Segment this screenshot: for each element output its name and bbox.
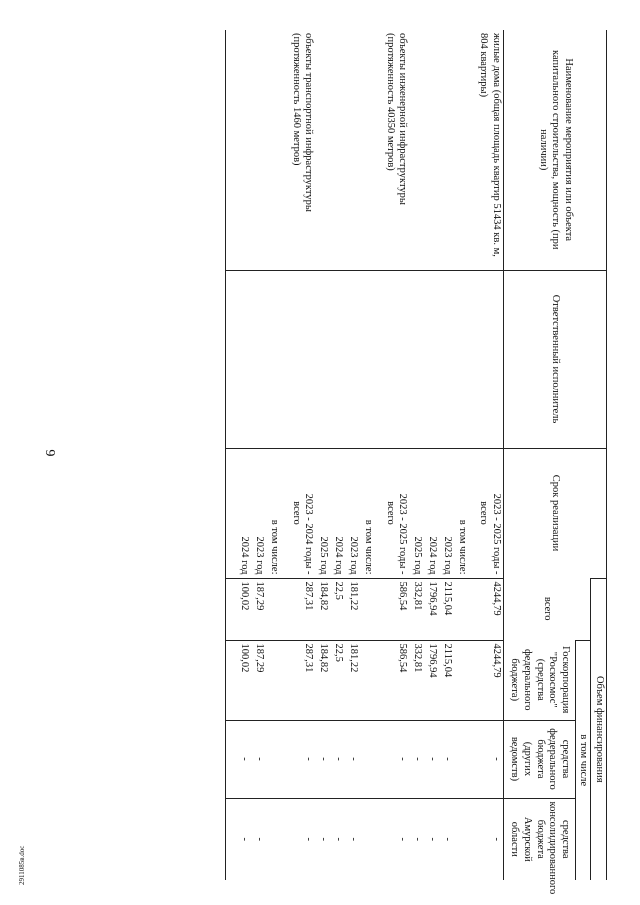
- row-regional: [454, 798, 469, 880]
- row-roscosmos: 184,82: [315, 640, 330, 720]
- table-row: [251, 30, 266, 880]
- table-row: [345, 30, 360, 880]
- table-row: [409, 30, 424, 880]
- empty-cell: [226, 720, 237, 798]
- empty-cell: [226, 578, 237, 640]
- header-roscosmos: Госкорпорация "Роскосмос" (средства федерального бюджета): [503, 640, 575, 720]
- row-federal: [454, 720, 469, 798]
- row-period: [330, 448, 345, 578]
- row-period-text: 2023 - 2024 годы -: [303, 493, 315, 575]
- row-period: [315, 448, 330, 578]
- row-period: [281, 448, 315, 578]
- table-body: [226, 30, 504, 880]
- rotated-table-container: [187, 30, 607, 895]
- page-number: 6: [44, 449, 59, 457]
- row-roscosmos: [266, 640, 281, 720]
- row-period-text: 2024 год: [239, 536, 251, 575]
- row-executor: [424, 270, 439, 448]
- table-row: [424, 30, 439, 880]
- row-roscosmos: 22,5: [330, 640, 345, 720]
- table-row: [315, 30, 330, 880]
- row-roscosmos: [454, 640, 469, 720]
- row-roscosmos: [360, 640, 375, 720]
- row-name: [424, 30, 439, 270]
- row-period-text: 2023 год: [254, 536, 266, 575]
- row-executor: [236, 270, 251, 448]
- row-total: 332,81: [409, 578, 424, 640]
- row-name: [454, 30, 469, 270]
- row-total: [266, 578, 281, 640]
- row-federal: -: [251, 720, 266, 798]
- row-regional: -: [439, 798, 454, 880]
- row-federal: [360, 720, 375, 798]
- row-total: 2115,04: [439, 578, 454, 640]
- row-regional: -: [424, 798, 439, 880]
- row-period-text: 2023 - 2025 годы -: [397, 493, 409, 575]
- row-executor: [281, 270, 315, 448]
- row-executor: [345, 270, 360, 448]
- empty-cell: [226, 270, 237, 448]
- row-executor: [360, 270, 375, 448]
- row-roscosmos: 586,54: [375, 640, 409, 720]
- table-bottom-row: [226, 30, 237, 880]
- row-roscosmos: 2115,04: [439, 640, 454, 720]
- row-period: [360, 448, 375, 578]
- row-roscosmos: 187,29: [251, 640, 266, 720]
- row-name: объекты инженерной инфраструктуры (протяженность 40350 метров): [384, 33, 409, 205]
- row-federal: -: [409, 720, 424, 798]
- row-executor: [251, 270, 266, 448]
- row-roscosmos: 332,81: [409, 640, 424, 720]
- row-regional: -: [375, 798, 409, 880]
- header-regional: средства консолидированного бюджета Амурской области: [503, 798, 575, 880]
- row-total: 4244,79: [469, 578, 503, 640]
- row-total: 184,82: [315, 578, 330, 640]
- table-row: [375, 30, 409, 880]
- row-regional: -: [315, 798, 330, 880]
- row-federal: -: [330, 720, 345, 798]
- row-period: [469, 448, 503, 578]
- row-regional: -: [469, 798, 503, 880]
- row-regional: [266, 798, 281, 880]
- row-total: 586,54: [375, 578, 409, 640]
- header-name: Наименование мероприятия или объекта капитального строительства, мощность (при наличии): [503, 30, 606, 270]
- footer-filename: 2911085в.doc: [18, 845, 26, 885]
- row-period-text: 2023 год: [442, 536, 454, 575]
- row-regional: -: [330, 798, 345, 880]
- row-total: 181,22: [345, 578, 360, 640]
- table-row: [454, 30, 469, 880]
- row-period-text: 2024 год: [333, 536, 345, 575]
- row-federal: -: [345, 720, 360, 798]
- row-name: [345, 30, 360, 270]
- header-federal: средства федерального бюджета (других ведомств): [503, 720, 575, 798]
- row-regional: -: [345, 798, 360, 880]
- header-funding: Объем финансирования: [591, 578, 607, 880]
- row-executor: [409, 270, 424, 448]
- row-period: [439, 448, 454, 578]
- row-period: [236, 448, 251, 578]
- row-name: [330, 30, 345, 270]
- row-total: 1796,94: [424, 578, 439, 640]
- row-name: [266, 30, 281, 270]
- row-period-note: всего: [384, 501, 396, 525]
- row-period: [266, 448, 281, 578]
- row-period-text: 2023 - 2025 годы -: [490, 493, 502, 575]
- row-roscosmos: 100,02: [236, 640, 251, 720]
- header-executor: Ответственный исполнитель: [503, 270, 606, 448]
- row-executor: [315, 270, 330, 448]
- row-roscosmos: 287,31: [281, 640, 315, 720]
- table-row: [330, 30, 345, 880]
- row-period: [375, 448, 409, 578]
- row-period-text: в том числе:: [457, 519, 469, 575]
- table-row: [439, 30, 454, 880]
- row-total: [454, 578, 469, 640]
- row-roscosmos: 181,22: [345, 640, 360, 720]
- row-total: 100,02: [236, 578, 251, 640]
- header-incl: в том числе: [575, 640, 591, 880]
- table-row: [281, 30, 315, 880]
- table-row: [266, 30, 281, 880]
- row-regional: -: [409, 798, 424, 880]
- table-row: [360, 30, 375, 880]
- row-name: [439, 30, 454, 270]
- row-period: [454, 448, 469, 578]
- row-period-text: 2023 год: [348, 536, 360, 575]
- row-regional: [360, 798, 375, 880]
- row-federal: -: [469, 720, 503, 798]
- row-executor: [375, 270, 409, 448]
- financing-table: [225, 30, 607, 895]
- row-regional: -: [251, 798, 266, 880]
- row-federal: [266, 720, 281, 798]
- row-name: жилые дома (общая площадь квартир 51434 кв. м, 804 квартиры): [478, 33, 502, 257]
- row-executor: [454, 270, 469, 448]
- row-roscosmos: 1796,94: [424, 640, 439, 720]
- row-federal: -: [439, 720, 454, 798]
- row-executor: [469, 270, 503, 448]
- header-total: всего: [503, 578, 591, 640]
- empty-cell: [226, 30, 237, 270]
- row-period: [424, 448, 439, 578]
- row-name: [409, 30, 424, 270]
- row-total: [360, 578, 375, 640]
- empty-cell: [226, 798, 237, 880]
- row-period: [409, 448, 424, 578]
- row-period-text: 2025 год: [412, 536, 424, 575]
- row-federal: -: [315, 720, 330, 798]
- row-name: объекты транспортной инфраструктуры (протяженность 1460 метров): [290, 33, 315, 212]
- empty-cell: [226, 448, 237, 578]
- row-regional: -: [281, 798, 315, 880]
- row-executor: [439, 270, 454, 448]
- row-executor: [266, 270, 281, 448]
- row-federal: -: [236, 720, 251, 798]
- header-period: Срок реализации: [503, 448, 606, 578]
- row-federal: -: [375, 720, 409, 798]
- row-period-text: в том числе:: [363, 519, 375, 575]
- table-row: [469, 30, 503, 880]
- row-roscosmos: 4244,79: [469, 640, 503, 720]
- row-period-note: всего: [478, 501, 490, 525]
- row-period-text: 2024 год: [427, 536, 439, 575]
- row-name: [251, 30, 266, 270]
- row-regional: -: [236, 798, 251, 880]
- empty-cell: [226, 640, 237, 720]
- row-federal: -: [281, 720, 315, 798]
- row-name: [360, 30, 375, 270]
- row-total: 287,31: [281, 578, 315, 640]
- table-row: [236, 30, 251, 880]
- row-total: 187,29: [251, 578, 266, 640]
- row-total: 22,5: [330, 578, 345, 640]
- row-period: [251, 448, 266, 578]
- row-name: [315, 30, 330, 270]
- row-period: [345, 448, 360, 578]
- row-federal: -: [424, 720, 439, 798]
- row-period-text: 2025 год: [318, 536, 330, 575]
- row-name: [236, 30, 251, 270]
- row-executor: [330, 270, 345, 448]
- row-period-text: в том числе:: [269, 519, 281, 575]
- row-period-note: всего: [290, 501, 302, 525]
